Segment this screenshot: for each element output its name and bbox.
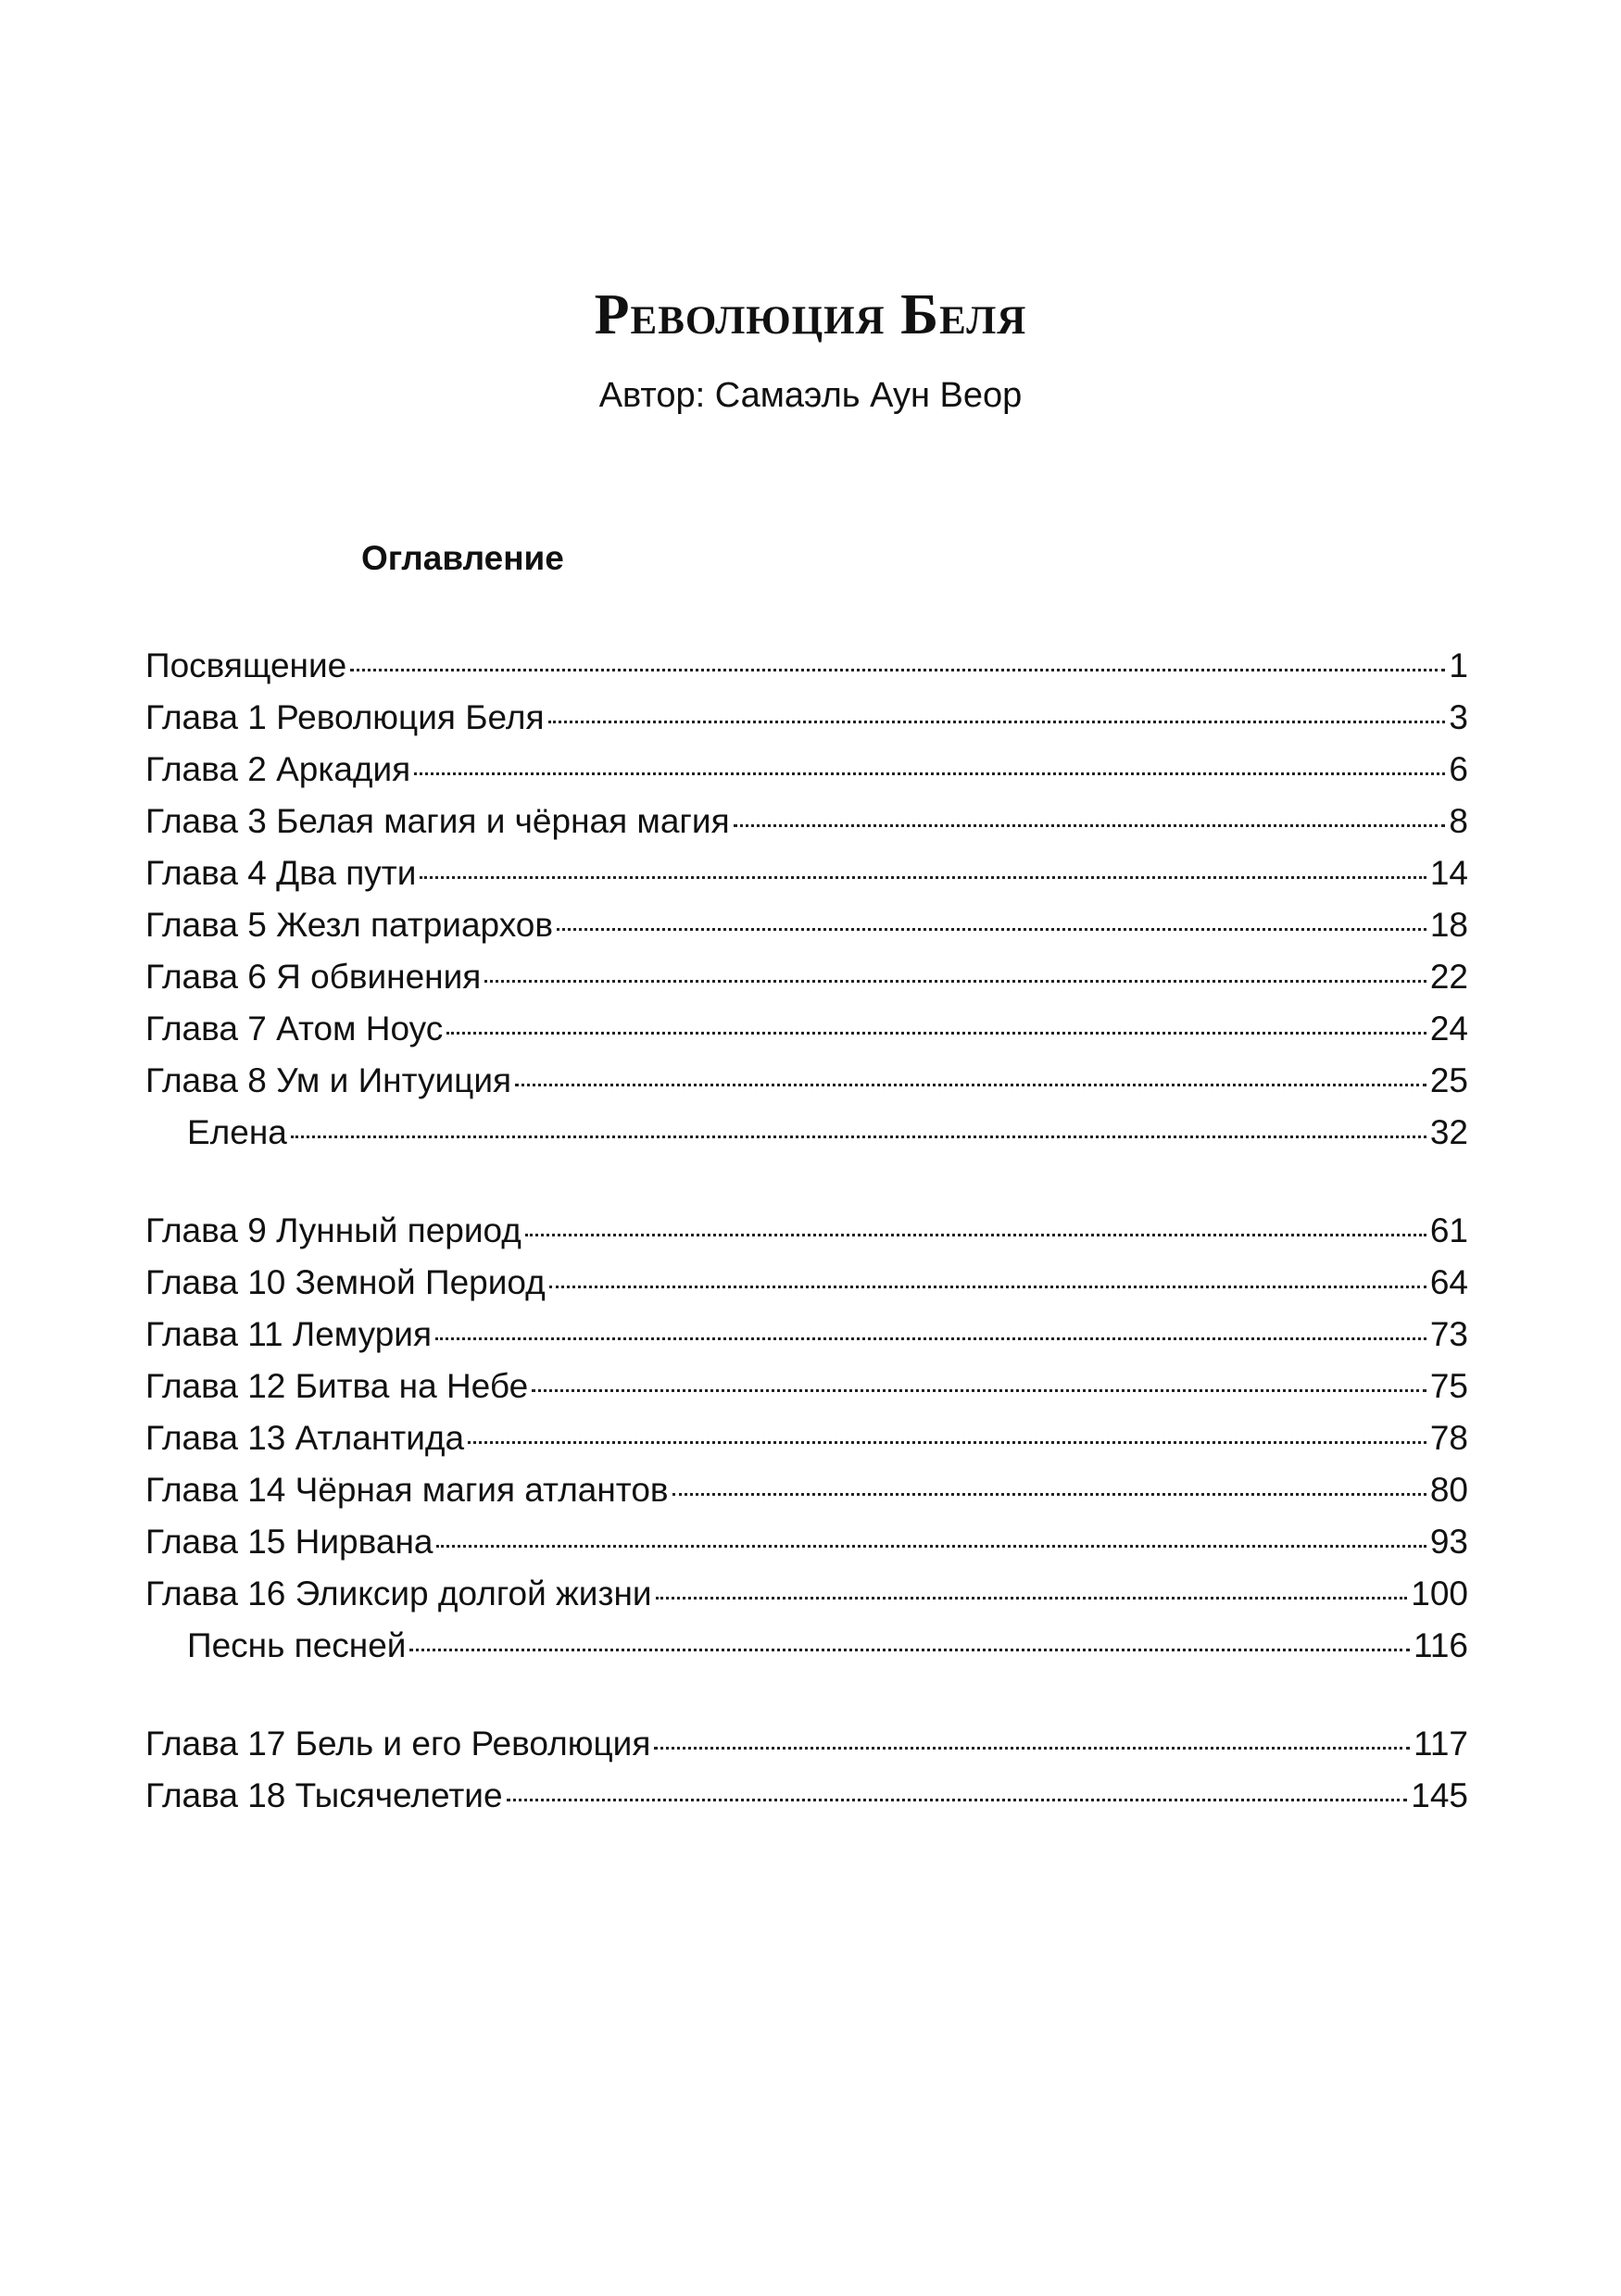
toc-entry-page: 75	[1429, 1367, 1468, 1405]
toc-entry	[145, 854, 1468, 906]
toc-dot-leader	[435, 1337, 1426, 1340]
toc-dot-leader	[436, 1545, 1426, 1548]
toc-entry-page: 25	[1429, 1061, 1468, 1099]
toc-entry-page: 32	[1429, 1113, 1468, 1151]
toc-entry-label: Глава 2 Аркадия	[145, 750, 411, 788]
toc-entry	[145, 1061, 1468, 1113]
toc-entry-label: Глава 8 Ум и Интуиция	[145, 1061, 512, 1099]
toc-entry-label: Глава 4 Два пути	[145, 854, 417, 892]
toc-dot-leader	[409, 1649, 1410, 1651]
toc-dot-leader	[532, 1389, 1426, 1392]
toc-dot-leader	[654, 1747, 1410, 1750]
toc-entry-label: Глава 6 Я обвинения	[145, 958, 482, 996]
toc-entry	[145, 1263, 1468, 1315]
toc-entry-page: 116	[1414, 1626, 1468, 1664]
toc-entry-page: 64	[1429, 1263, 1468, 1301]
toc-dot-leader	[484, 980, 1426, 983]
toc-dot-leader	[515, 1084, 1426, 1086]
toc-entry-page: 18	[1429, 906, 1468, 944]
toc-entry-label: Глава 16 Эликсир долгой жизни	[145, 1575, 652, 1612]
toc-entry-label: Песнь песней	[187, 1626, 407, 1664]
toc-entry-page: 6	[1449, 750, 1468, 788]
toc-entry-label: Глава 18 Тысячелетие	[145, 1776, 503, 1814]
toc-entry-page: 24	[1429, 1010, 1468, 1048]
toc-entry-page: 145	[1411, 1776, 1468, 1814]
toc-entry	[145, 1523, 1468, 1575]
toc-entry	[145, 750, 1468, 802]
toc-entry	[145, 1575, 1468, 1626]
toc-dot-leader	[656, 1597, 1408, 1600]
toc-dot-leader	[507, 1799, 1408, 1801]
toc-entry-page: 61	[1429, 1211, 1468, 1249]
toc-dot-leader	[468, 1441, 1426, 1444]
toc-entry	[145, 1010, 1468, 1061]
toc-entry-page: 73	[1429, 1315, 1468, 1353]
toc-entry	[145, 1315, 1468, 1367]
toc-entry-page: 80	[1429, 1471, 1468, 1509]
toc-dot-leader	[350, 669, 1445, 671]
toc-entry	[145, 1776, 1468, 1828]
toc-entry	[145, 1725, 1468, 1776]
toc-entry	[145, 1471, 1468, 1523]
toc-entry-page: 78	[1429, 1419, 1468, 1457]
toc-dot-leader	[420, 876, 1426, 879]
toc-dot-leader	[291, 1135, 1426, 1138]
toc-entry-page: 3	[1449, 698, 1468, 736]
toc-entry-label: Глава 15 Нирвана	[145, 1523, 434, 1561]
toc-entry-page: 117	[1414, 1725, 1468, 1763]
table-of-contents	[145, 0, 1468, 2296]
document-author: Автор: Самаэль Аун Веор	[598, 376, 1023, 415]
toc-entry-label: Глава 1 Революция Беля	[145, 698, 545, 736]
toc-dot-leader	[446, 1032, 1426, 1035]
toc-entry-label: Глава 17 Бель и его Революция	[145, 1725, 651, 1763]
toc-entry-label: Глава 7 Атом Ноус	[145, 1010, 444, 1048]
toc-subentry	[145, 1113, 1468, 1165]
toc-entry	[145, 1419, 1468, 1471]
toc-entry	[145, 958, 1468, 1010]
toc-entry-page: 93	[1429, 1523, 1468, 1561]
toc-entry-label: Глава 12 Битва на Небе	[145, 1367, 529, 1405]
toc-entry	[145, 802, 1468, 854]
toc-entry-page: 22	[1429, 958, 1468, 996]
toc-entry-page: 8	[1449, 802, 1468, 840]
toc-subentry	[145, 1626, 1468, 1678]
document-title: Революция Беля	[594, 283, 1027, 346]
toc-dot-leader	[414, 772, 1445, 775]
toc-entry	[145, 646, 1468, 698]
toc-dot-leader	[734, 824, 1446, 827]
toc-entry-label: Елена	[187, 1113, 287, 1151]
toc-entry	[145, 1367, 1468, 1419]
toc-entry	[145, 906, 1468, 958]
toc-dot-leader	[672, 1493, 1426, 1496]
toc-entry	[145, 698, 1468, 750]
toc-entry-label: Глава 3 Белая магия и чёрная магия	[145, 802, 730, 840]
toc-entry-label: Посвящение	[145, 646, 347, 684]
toc-entry-label: Глава 14 Чёрная магия атлантов	[145, 1471, 669, 1509]
toc-entry-label: Глава 11 Лемурия	[145, 1315, 432, 1353]
toc-entry-label: Глава 9 Лунный период	[145, 1211, 521, 1249]
toc-entry-label: Глава 13 Атлантида	[145, 1419, 465, 1457]
toc-heading: Оглавление	[361, 539, 564, 577]
toc-dot-leader	[548, 721, 1446, 723]
toc-dot-leader	[549, 1286, 1426, 1288]
toc-entry-page: 100	[1411, 1575, 1468, 1612]
toc-entry-page: 1	[1449, 646, 1468, 684]
toc-entry	[145, 1211, 1468, 1263]
toc-entry-page: 14	[1429, 854, 1468, 892]
toc-dot-leader	[525, 1234, 1426, 1236]
toc-entry-label: Глава 10 Земной Период	[145, 1263, 546, 1301]
toc-dot-leader	[557, 928, 1426, 931]
toc-entry-label: Глава 5 Жезл патриархов	[145, 906, 554, 944]
